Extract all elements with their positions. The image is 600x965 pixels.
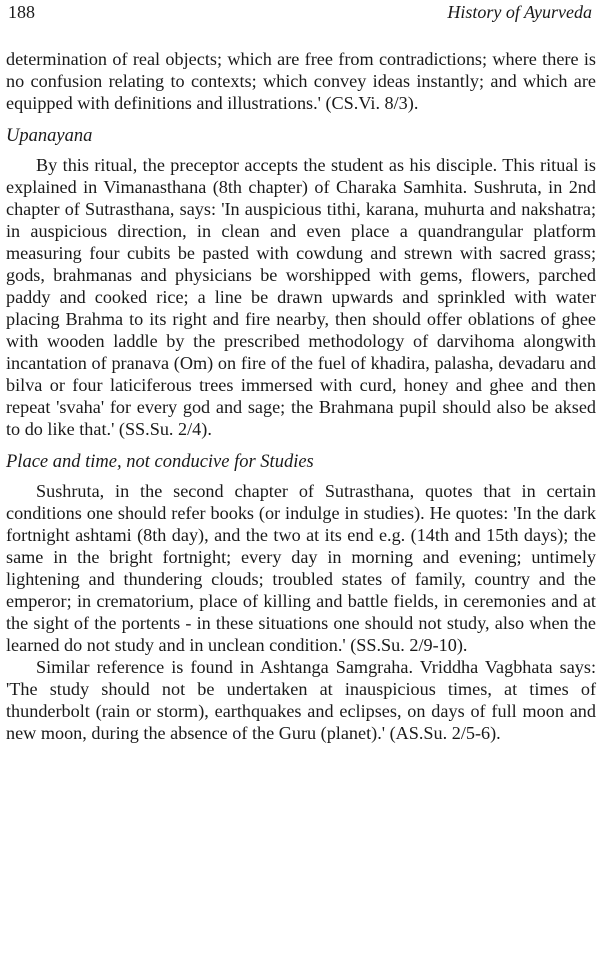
page-body bbox=[6, 48, 596, 744]
section-heading-upanayana: Upanayana bbox=[6, 126, 93, 146]
paragraph-continued: determination of real objects; which are free from contradictions; where there is no confusion relating to contexts; which convey ideas instantly; and which are equipped with definitions and illustrations.' (CS.Vi. 8/3). bbox=[6, 49, 596, 113]
paragraph-upanayana: By this ritual, the preceptor accepts the student as his disciple. This ritual is explained in Vimanasthana (8th chapter) of Charaka Samhita. Sushruta, in 2nd chapter of Sutrasthana, says: 'In auspicious tithi, karana, muhurta and nakshatra; in auspicious direction, in clean and even place a quandrangular platform measuring four cubits be pasted with cowdung and strewn with sacred grass; gods, brahmanas and physicians be worshipped with gems, flowers, parched paddy and cooked rice; a line be drawn upwards and sprinkled with water placing Brahma to its right and fire nearby, then should offer oblations of ghee with wooden laddle by the prescribed methodology of darvihoma alongwith incantation of pranava (Om) on fire of the fuel of khadira, palasha, devadaru and bilva or four laticiferous trees immersed with curd, honey and ghee and then repeat 'svaha' for every god and sage; the Brahmana pupil should also be aksed to do like that.' (SS.Su. 2/4). bbox=[6, 155, 596, 439]
paragraph-sushruta: Sushruta, in the second chapter of Sutrasthana, quotes that in certain conditions one should refer books (or indulge in studies). He quotes: 'In the dark fortnight ashtami (8th day), and the two at its end e.g. (14th and 15th days); the same in the bright fortnight; every day in morning and evening; untimely lightening and thundering clouds; troubled states of family, country and the emperor; in crematorium, place of killing and battle fields, in ceremonies and at the sight of the portents - in these situations one should not study, also when the learned do not study and in unclean condition.' (SS.Su. 2/9-10). bbox=[6, 481, 596, 655]
section-heading-place-time: Place and time, not conducive for Studies bbox=[6, 452, 314, 472]
page-number: 188 bbox=[8, 2, 35, 22]
running-head bbox=[4, 0, 596, 26]
paragraph-ashtanga: Similar reference is found in Ashtanga Samgraha. Vriddha Vagbhata says: 'The study should not be undertaken at inauspicious times, at times of thunderbolt (rain or storm), earthquakes and eclipses, on days of full moon and new moon, during the absence of the Guru (planet).' (AS.Su. 2/5-6). bbox=[6, 657, 596, 743]
running-title: History of Ayurveda bbox=[447, 2, 592, 22]
